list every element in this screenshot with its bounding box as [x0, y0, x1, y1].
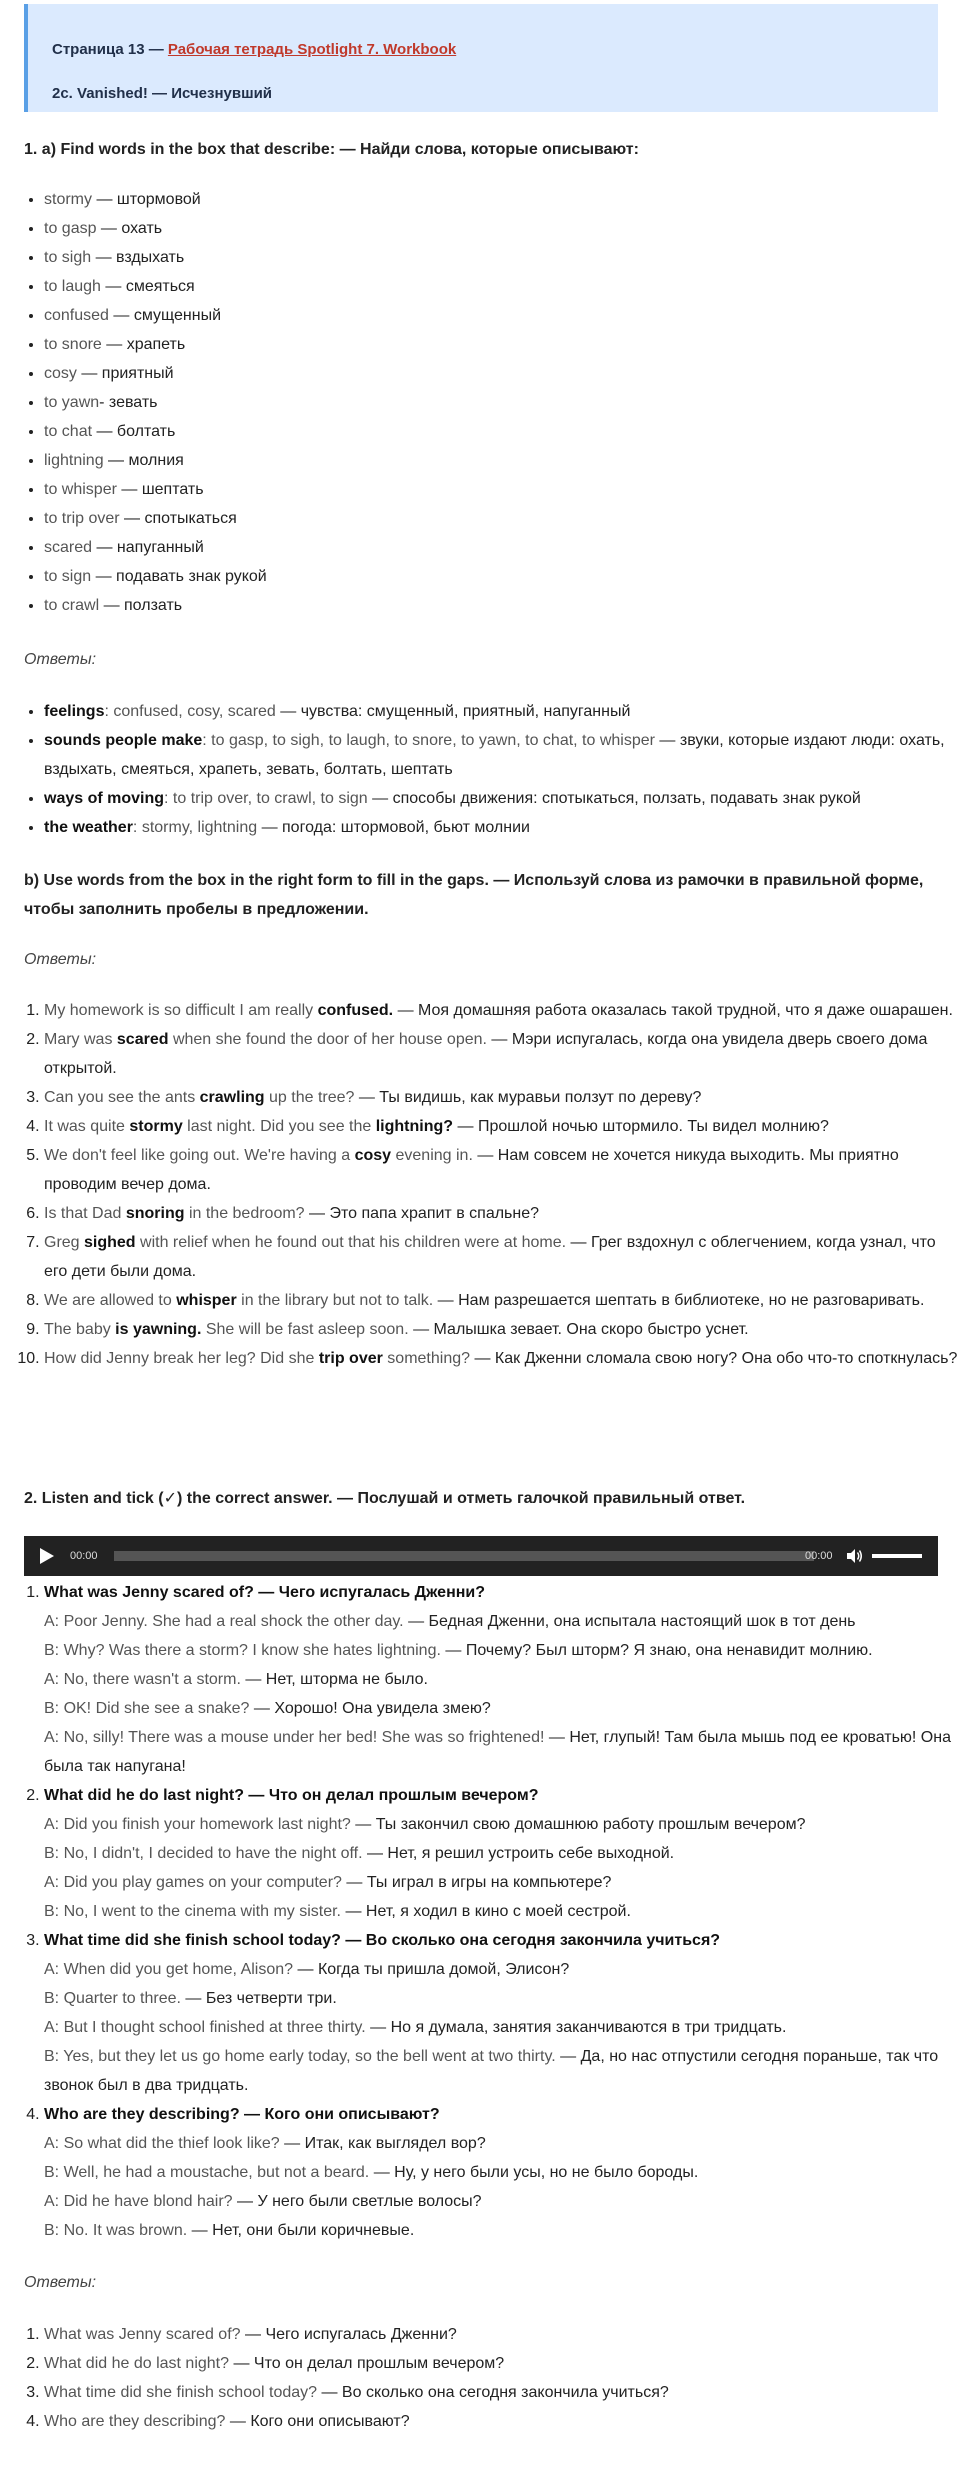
dialogue-line: B: Quarter to three. — Без четверти три.: [44, 1990, 337, 2007]
question-title: 4. Who are they describing? — Кого они описывают?: [44, 2106, 440, 2123]
list-item: 1. My homework is so difficult I am really confused. — Моя домашняя работа оказалась такой трудной, что я даже ошарашен.: [44, 996, 958, 1025]
dialogue-line: A: Poor Jenny. She had a real shock the other day. — Бедная Дженни, она испытала настоящий шок в тот день: [44, 1613, 856, 1630]
page-reference: [52, 39, 938, 61]
list-item: • to snore — храпеть: [44, 330, 958, 359]
exercise-1a-title: 1. a) Find words in the box that describe: — Найди слова, которые описывают:: [24, 141, 639, 158]
list-item: • to trip over — спотыкаться: [44, 504, 958, 533]
dialogue-line: A: Did you play games on your computer? — Ты играл в игры на компьютере?: [44, 1874, 612, 1891]
question-item: [44, 1781, 958, 1926]
list-item: • to yawn- зевать: [44, 388, 958, 417]
word-box-list: [24, 185, 958, 620]
dialogue-line: A: No, silly! There was a mouse under her bed! She was so frightened! — Нет, глупый! Там была мышь под ее кроватью! Она была так напугана!: [44, 1729, 951, 1775]
list-item: • to whisper — шептать: [44, 475, 958, 504]
list-item: 8. We are allowed to whisper in the library but not to talk. — Нам разрешается шептать в библиотеке, но не разговаривать.: [44, 1286, 958, 1315]
answers-label-2: Ответы:: [24, 2274, 97, 2291]
exercise-2-title: 2. Listen and tick (✓) the correct answer. — Послушай и отметь галочкой правильный ответ.: [24, 1490, 746, 1507]
dialogue-line: B: No, I went to the cinema with my sister. — Нет, я ходил в кино с моей сестрой.: [44, 1903, 631, 1920]
list-item: 4. Who are they describing? — Кого они описывают?: [44, 2407, 958, 2436]
audio-total-time: 00:00: [805, 1550, 833, 1562]
list-item: 10. How did Jenny break her leg? Did she trip over something? — Как Дженни сломала свою ногу? Она обо что-то споткнулась?: [44, 1344, 958, 1373]
list-item: • scared — напуганный: [44, 533, 958, 562]
list-item: • confused — смущенный: [44, 301, 958, 330]
list-item: • cosy — приятный: [44, 359, 958, 388]
list-item: • to sigh — вздыхать: [44, 243, 958, 272]
list-item: • ways of moving: to trip over, to crawl, to sign — способы движения: спотыкаться, ползать, подавать знак рукой: [44, 784, 958, 813]
list-item: 4. It was quite stormy last night. Did you see the lightning? — Прошлой ночью штормило. Ты видел молнию?: [44, 1112, 958, 1141]
lesson-subtitle: 2c. Vanished! — Исчезнувший: [52, 85, 273, 102]
exercise-1b-title: b) Use words from the box in the right form to fill in the gaps. — Используй слова из рамочки в правильной форме, чтобы заполнить пробелы в предложении.: [24, 872, 924, 918]
list-item: • stormy — штормовой: [44, 185, 958, 214]
question-item: [44, 1926, 958, 2100]
page-prefix: Страница 13 —: [52, 41, 168, 58]
answers-label-1b: Ответы:: [24, 951, 97, 968]
answers-label-1a: Ответы:: [24, 651, 97, 668]
dialogue-line: A: But I thought school finished at three thirty. — Но я думала, занятия заканчиваются в три тридцать.: [44, 2019, 787, 2036]
dialogue-line: B: Yes, but they let us go home early today, so the bell went at two thirty. — Да, но нас отпустили сегодня пораньше, так что звонок был в два тридцать.: [44, 2048, 939, 2094]
list-item: • feelings: confused, cosy, scared — чувства: смущенный, приятный, напуганный: [44, 697, 958, 726]
list-item: 6. Is that Dad snoring in the bedroom? — Это папа храпит в спальне?: [44, 1199, 958, 1228]
dialogue-line: A: No, there wasn't a storm. — Нет, шторма не было.: [44, 1671, 428, 1688]
list-item: • lightning — молния: [44, 446, 958, 475]
answers-1b-list: [24, 996, 958, 1373]
dialogue-line: B: Why? Was there a storm? I know she hates lightning. — Почему? Был шторм? Я знаю, она ненавидит молнию.: [44, 1642, 873, 1659]
question-title: 1. What was Jenny scared of? — Чего испугалась Дженни?: [44, 1584, 486, 1601]
audio-progress-bar[interactable]: [114, 1551, 814, 1561]
answers-2-list: [24, 2320, 958, 2436]
list-item: 5. We don't feel like going out. We're having a cosy evening in. — Нам совсем не хочется никуда выходить. Мы приятно проводим вечер дома.: [44, 1141, 958, 1199]
volume-slider[interactable]: [872, 1554, 922, 1558]
list-item: 2. What did he do last night? — Что он делал прошлым вечером?: [44, 2349, 958, 2378]
list-item: 7. Greg sighed with relief when he found out that his children were at home. — Грег вздохнул с облегчением, когда узнал, что его дети были дома.: [44, 1228, 958, 1286]
question-item: [44, 1578, 958, 1781]
volume-icon[interactable]: [845, 1547, 863, 1565]
list-item: • to chat — болтать: [44, 417, 958, 446]
list-item: • to laugh — смеяться: [44, 272, 958, 301]
list-item: 2. Mary was scared when she found the door of her house open. — Мэри испугалась, когда она увидела дверь своего дома открытой.: [44, 1025, 958, 1083]
dialogue-line: B: Well, he had a moustache, but not a beard. — Ну, у него были усы, но не было бороды.: [44, 2164, 699, 2181]
list-item: • to crawl — ползать: [44, 591, 958, 620]
list-item: • the weather: stormy, lightning — погода: штормовой, бьют молнии: [44, 813, 958, 842]
dialogue-line: A: When did you get home, Alison? — Когда ты пришла домой, Элисон?: [44, 1961, 570, 1978]
list-item: 9. The baby is yawning. She will be fast asleep soon. — Малышка зевает. Она скоро быстро уснет.: [44, 1315, 958, 1344]
dialogue-line: B: OK! Did she see a snake? — Хорошо! Она увидела змею?: [44, 1700, 491, 1717]
list-item: 1. What was Jenny scared of? — Чего испугалась Дженни?: [44, 2320, 958, 2349]
dialogue-line: A: Did he have blond hair? — У него были светлые волосы?: [44, 2193, 482, 2210]
listening-questions: [24, 1578, 958, 2245]
question-title: 2. What did he do last night? — Что он делал прошлым вечером?: [44, 1787, 539, 1804]
question-item: [44, 2100, 958, 2245]
list-item: 3. Can you see the ants crawling up the tree? — Ты видишь, как муравьи ползут по дереву?: [44, 1083, 958, 1112]
workbook-link[interactable]: Рабочая тетрадь Spotlight 7. Workbook: [167, 41, 457, 58]
list-item: • to gasp — охать: [44, 214, 958, 243]
play-icon[interactable]: [40, 1548, 54, 1564]
dialogue-line: B: No, I didn't, I decided to have the night off. — Нет, я решил устроить себе выходной.: [44, 1845, 675, 1862]
dialogue-line: A: So what did the thief look like? — Итак, как выглядел вор?: [44, 2135, 486, 2152]
dialogue-line: A: Did you finish your homework last night? — Ты закончил свою домашнюю работу прошлым вечером?: [44, 1816, 806, 1833]
answers-1a-list: [24, 697, 958, 842]
question-title: 3. What time did she finish school today? — Во сколько она сегодня закончила учиться?: [44, 1932, 721, 1949]
audio-player: [24, 1536, 938, 1576]
list-item: • to sign — подавать знак рукой: [44, 562, 958, 591]
audio-current-time: 00:00: [70, 1550, 98, 1562]
dialogue-line: B: No. It was brown. — Нет, они были коричневые.: [44, 2222, 415, 2239]
list-item: • sounds people make: to gasp, to sigh, to laugh, to snore, to yawn, to chat, to whisper — звуки, которые издают люди: охать, вздыхать, смеяться, храпеть, зевать, болтать, шептать: [44, 726, 958, 784]
list-item: 3. What time did she finish school today? — Во сколько она сегодня закончила учиться?: [44, 2378, 958, 2407]
page-header-box: [24, 4, 938, 112]
